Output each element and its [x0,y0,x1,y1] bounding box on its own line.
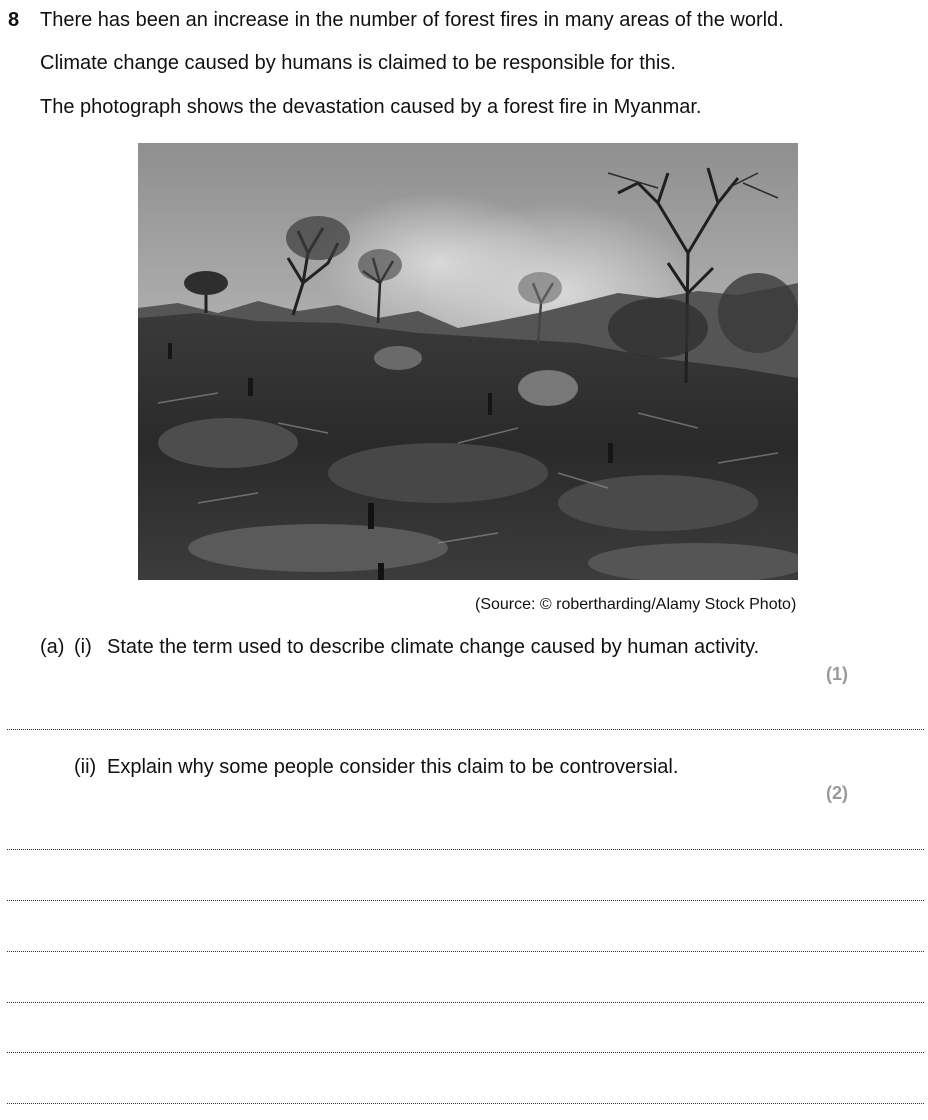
question-stem-line-1: There has been an increase in the number of forest fires in many areas of the world. [40,9,784,31]
answer-line-a-ii-1[interactable] [7,849,924,850]
photo-source-credit: (Source: © robertharding/Alamy Stock Photo) [475,596,797,613]
part-a-ii-label: (ii) [74,756,97,778]
answer-line-a-ii-3[interactable] [7,951,924,952]
question-stem-line-2: Climate change caused by humans is claimed to be responsible for this. [40,52,676,74]
answer-line-a-ii-2[interactable] [7,900,924,901]
part-a-label: (a) [40,636,65,658]
answer-line-a-ii-6[interactable] [7,1103,924,1104]
question-stem-line-3: The photograph shows the devastation caused by a forest fire in Myanmar. [40,96,702,118]
part-a-i-label: (i) [74,636,92,658]
answer-line-a-i-1[interactable] [7,729,924,730]
part-a-ii-marks: (2) [826,783,848,803]
part-a-i-marks: (1) [826,664,848,684]
answer-line-a-ii-4[interactable] [7,1002,924,1003]
answer-line-a-ii-5[interactable] [7,1052,924,1053]
part-a-ii-question: Explain why some people consider this claim to be controversial. [107,756,679,778]
burnt-forest-image [138,143,798,580]
forest-fire-photo [138,143,798,580]
part-a-i-question: State the term used to describe climate change caused by human activity. [107,636,760,658]
question-number: 8 [8,9,20,31]
